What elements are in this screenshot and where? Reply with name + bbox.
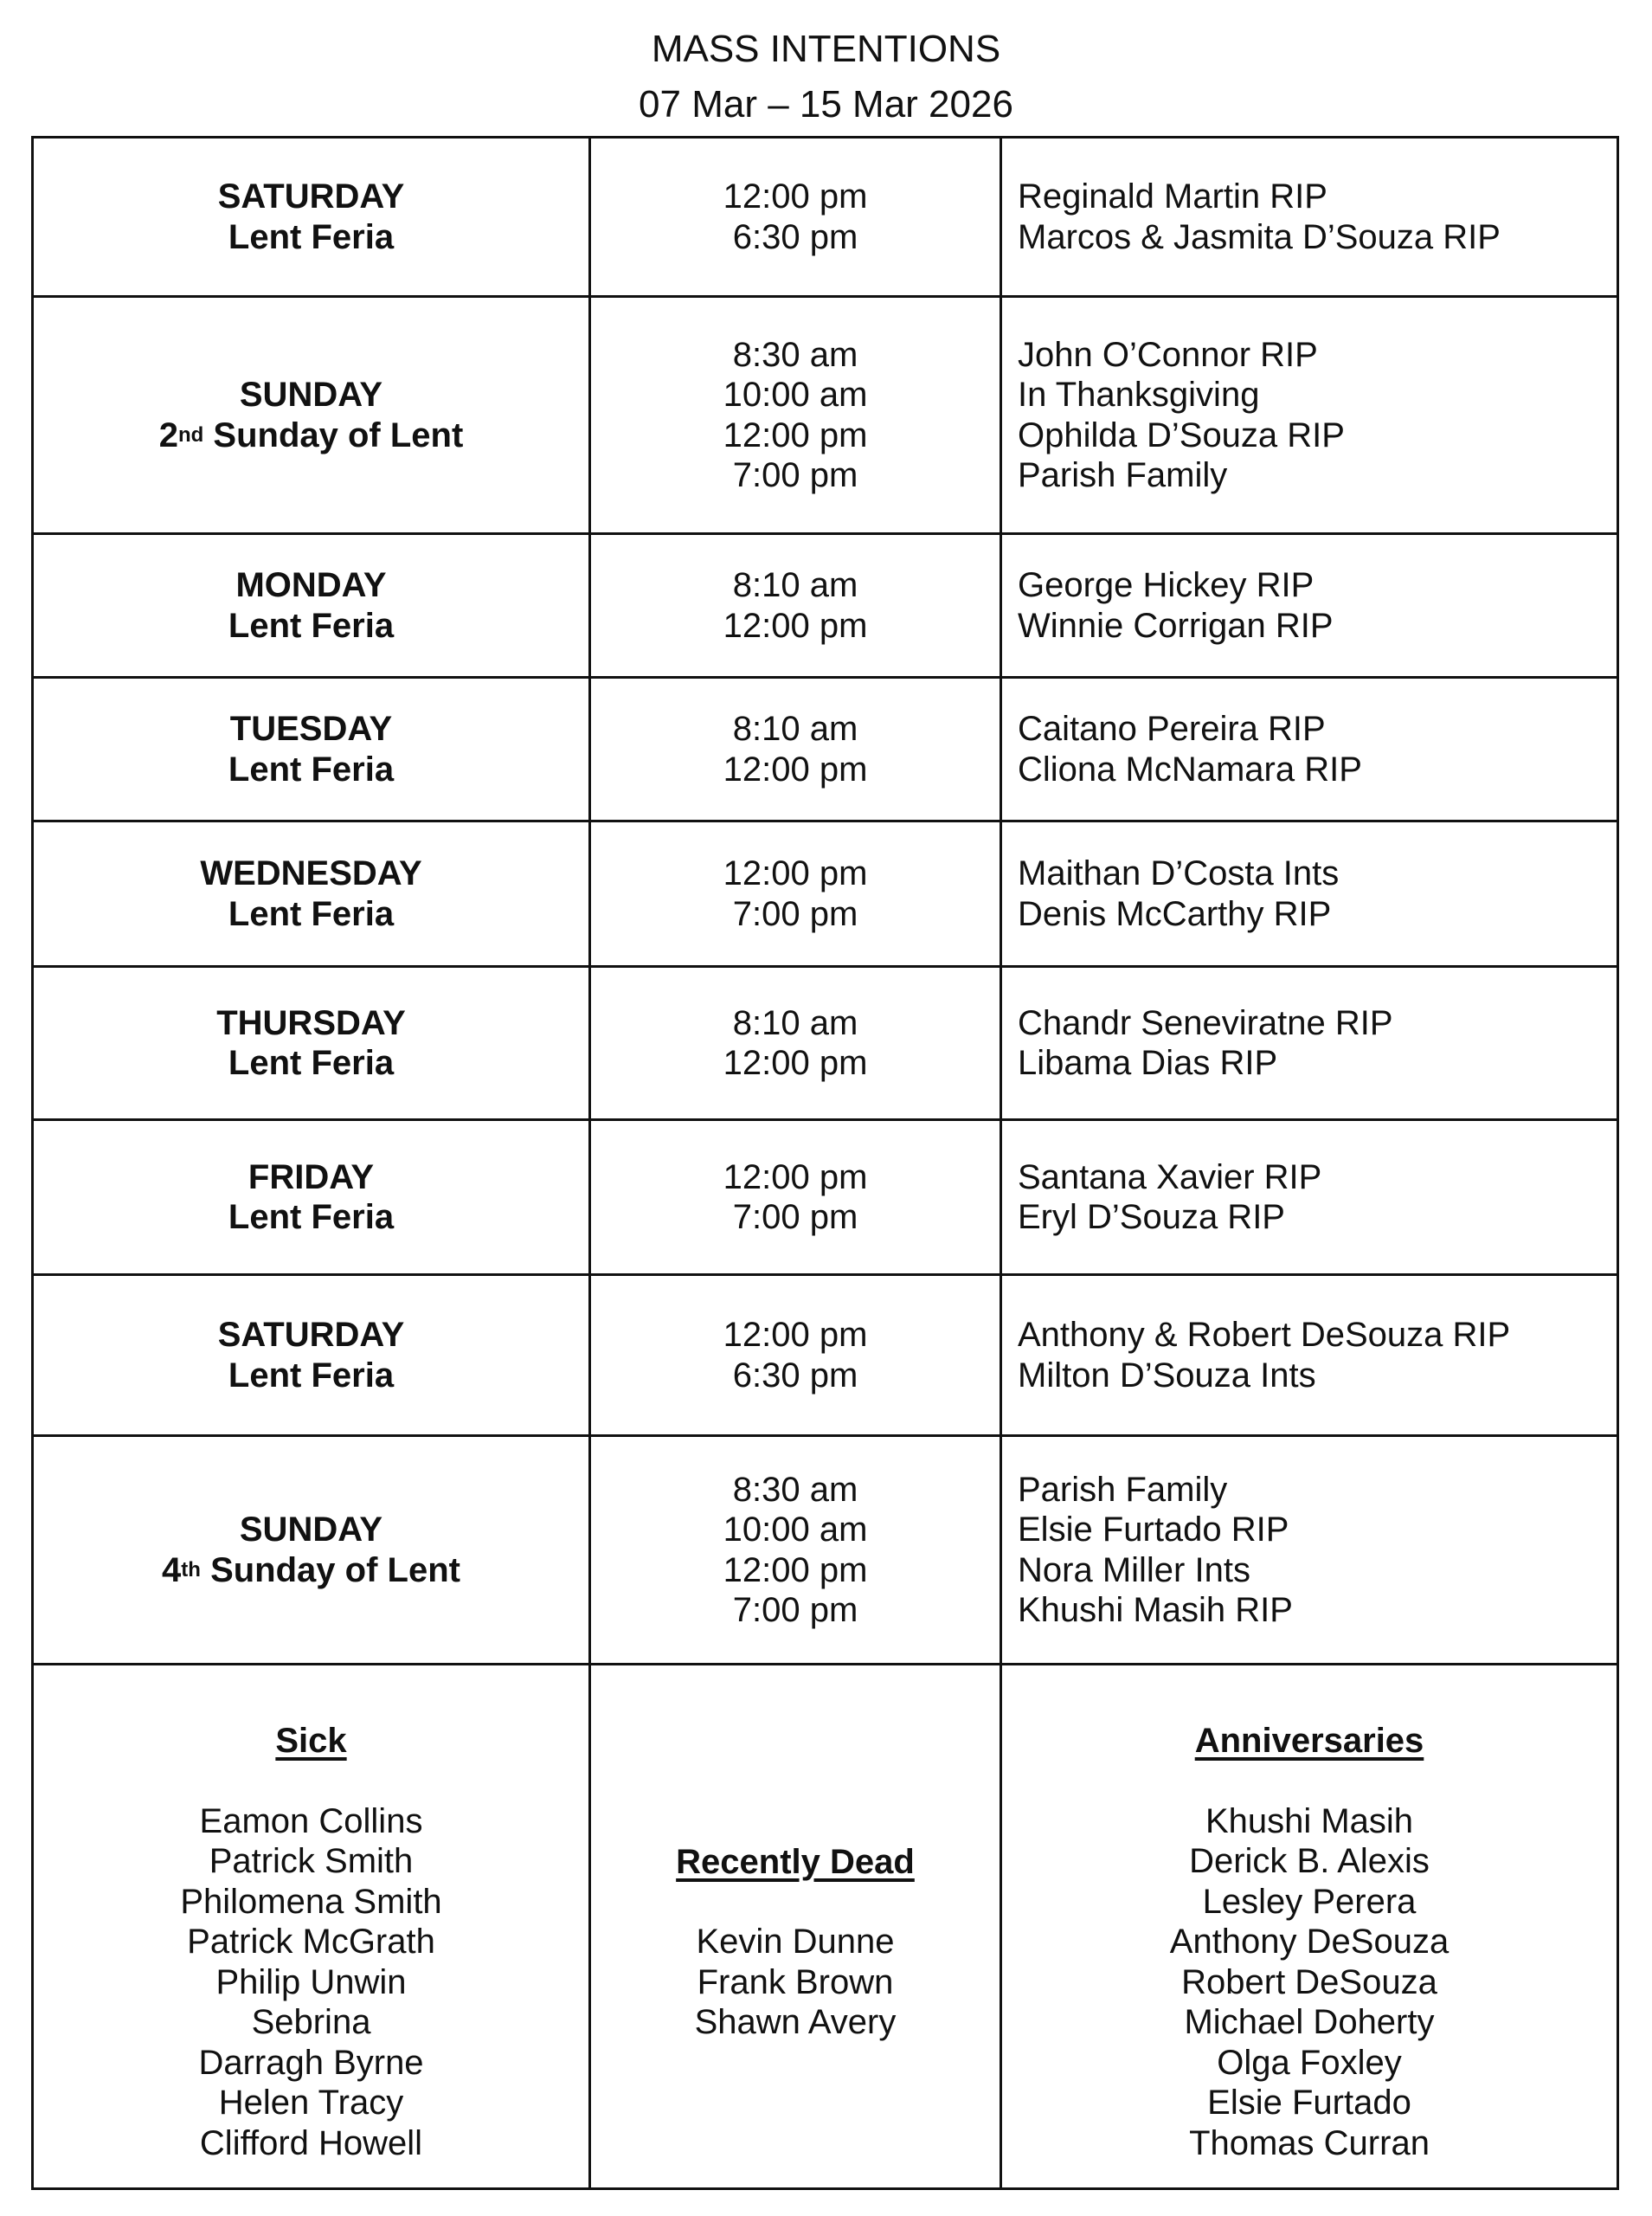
day-row bbox=[33, 821, 1618, 967]
list-item: Derick B. Alexis bbox=[1189, 1842, 1430, 1880]
intentions-cell bbox=[1001, 1275, 1618, 1436]
day-cell bbox=[33, 297, 590, 534]
anniversaries-list bbox=[1001, 1665, 1618, 2189]
list-item: Robert DeSouza bbox=[1181, 1962, 1437, 2001]
intention: Eryl D’Souza RIP bbox=[1018, 1198, 1285, 1236]
page-header bbox=[0, 22, 1652, 132]
mass-time: 8:10 am bbox=[732, 710, 858, 748]
mass-time: 7:00 pm bbox=[732, 1198, 858, 1236]
mass-time: 12:00 pm bbox=[723, 416, 868, 454]
intention: In Thanksgiving bbox=[1018, 376, 1260, 414]
intention: Parish Family bbox=[1018, 1470, 1228, 1509]
list-item: Sebrina bbox=[251, 2003, 371, 2041]
date-range: 07 Mar – 15 Mar 2026 bbox=[639, 83, 1013, 126]
day-name: SUNDAY bbox=[239, 1511, 383, 1549]
day-cell bbox=[33, 1275, 590, 1436]
day-row bbox=[33, 678, 1618, 821]
intention: Ophilda D’Souza RIP bbox=[1018, 416, 1345, 454]
mass-time: 12:00 pm bbox=[723, 177, 868, 216]
intention: Maithan D’Costa Ints bbox=[1018, 854, 1340, 892]
list-item: Frank Brown bbox=[697, 1962, 894, 2001]
intention: Elsie Furtado RIP bbox=[1018, 1511, 1289, 1549]
times-cell bbox=[590, 1120, 1001, 1275]
mass-time: 12:00 pm bbox=[723, 1316, 868, 1354]
intentions-cell bbox=[1001, 138, 1618, 297]
list-item: Khushi Masih bbox=[1205, 1801, 1414, 1840]
times-cell bbox=[590, 297, 1001, 534]
mass-time: 8:10 am bbox=[732, 1003, 858, 1042]
mass-time: 7:00 pm bbox=[732, 894, 858, 933]
intention: Libama Dias RIP bbox=[1018, 1044, 1278, 1082]
list-item: Thomas Curran bbox=[1189, 2123, 1430, 2162]
day-name: MONDAY bbox=[235, 566, 387, 604]
feast-rest: Sunday of Lent bbox=[203, 416, 464, 454]
feast-name bbox=[34, 1550, 588, 1591]
list-item: Clifford Howell bbox=[199, 2123, 423, 2162]
intention: George Hickey RIP bbox=[1018, 566, 1315, 604]
feast-name: Lent Feria bbox=[228, 217, 395, 256]
list-item: Philip Unwin bbox=[215, 1962, 407, 2001]
day-name: THURSDAY bbox=[216, 1003, 406, 1042]
day-row bbox=[33, 1275, 1618, 1436]
list-item: Patrick McGrath bbox=[187, 1923, 435, 1961]
feast-name: Lent Feria bbox=[228, 606, 395, 645]
mass-intentions-table bbox=[31, 136, 1619, 2190]
list-item: Kevin Dunne bbox=[696, 1923, 895, 1961]
times-cell bbox=[590, 678, 1001, 821]
feast-ordinal-suffix: nd bbox=[177, 422, 204, 447]
intention: Khushi Masih RIP bbox=[1018, 1591, 1293, 1629]
intentions-cell bbox=[1001, 297, 1618, 534]
intentions-cell bbox=[1001, 1436, 1618, 1665]
intention: Marcos & Jasmita D’Souza RIP bbox=[1018, 217, 1501, 256]
intention: Chandr Seneviratne RIP bbox=[1018, 1003, 1393, 1042]
intention: Santana Xavier RIP bbox=[1018, 1157, 1322, 1196]
day-row bbox=[33, 967, 1618, 1120]
mass-time: 12:00 pm bbox=[723, 750, 868, 789]
intention: Parish Family bbox=[1018, 456, 1228, 494]
list-item: Elsie Furtado bbox=[1207, 2084, 1411, 2122]
day-cell bbox=[33, 967, 590, 1120]
day-row bbox=[33, 138, 1618, 297]
intention: Denis McCarthy RIP bbox=[1018, 894, 1332, 933]
mass-time: 12:00 pm bbox=[723, 1157, 868, 1196]
sick-list bbox=[33, 1665, 590, 2189]
day-row bbox=[33, 1120, 1618, 1275]
feast-ordinal: 4 bbox=[162, 1550, 182, 1589]
day-cell bbox=[33, 1120, 590, 1275]
day-row bbox=[33, 297, 1618, 534]
intentions-cell bbox=[1001, 534, 1618, 678]
list-item: Eamon Collins bbox=[199, 1801, 423, 1840]
intention: Caitano Pereira RIP bbox=[1018, 710, 1326, 748]
day-name: FRIDAY bbox=[247, 1157, 375, 1196]
mass-time: 7:00 pm bbox=[732, 1591, 858, 1629]
intention: John O’Connor RIP bbox=[1018, 335, 1318, 374]
mass-time: 12:00 pm bbox=[723, 854, 868, 892]
day-name: TUESDAY bbox=[229, 710, 393, 748]
recently-dead-heading: Recently Dead bbox=[676, 1842, 915, 1881]
day-row bbox=[33, 534, 1618, 678]
feast-name bbox=[34, 416, 588, 456]
intentions-cell bbox=[1001, 678, 1618, 821]
feast-name: Lent Feria bbox=[228, 750, 395, 789]
mass-time: 8:30 am bbox=[732, 335, 858, 374]
mass-time: 8:30 am bbox=[732, 1470, 858, 1509]
day-name: SATURDAY bbox=[217, 177, 405, 216]
day-cell bbox=[33, 678, 590, 821]
mass-time: 8:10 am bbox=[732, 566, 858, 604]
times-cell bbox=[590, 534, 1001, 678]
intention: Milton D’Souza Ints bbox=[1018, 1356, 1316, 1395]
intentions-cell bbox=[1001, 967, 1618, 1120]
feast-ordinal: 2 bbox=[158, 416, 178, 454]
feast-name: Lent Feria bbox=[228, 894, 395, 933]
intention: Cliona McNamara RIP bbox=[1018, 750, 1362, 789]
times-cell bbox=[590, 138, 1001, 297]
times-cell bbox=[590, 1275, 1001, 1436]
list-item: Darragh Byrne bbox=[198, 2043, 424, 2082]
list-item: Shawn Avery bbox=[694, 2003, 897, 2041]
mass-time: 6:30 pm bbox=[732, 217, 858, 256]
page-title: MASS INTENTIONS bbox=[651, 28, 1001, 70]
mass-time: 12:00 pm bbox=[723, 606, 868, 645]
mass-time: 10:00 am bbox=[723, 1511, 868, 1549]
list-item: Anthony DeSouza bbox=[1169, 1923, 1450, 1961]
feast-ordinal-suffix: th bbox=[181, 1557, 201, 1581]
day-name: WEDNESDAY bbox=[200, 854, 422, 892]
feast-name: Lent Feria bbox=[228, 1198, 395, 1236]
feast-name: Lent Feria bbox=[228, 1044, 395, 1082]
intention: Anthony & Robert DeSouza RIP bbox=[1018, 1316, 1511, 1354]
list-item: Michael Doherty bbox=[1184, 2003, 1435, 2041]
mass-time: 7:00 pm bbox=[732, 456, 858, 494]
day-cell bbox=[33, 534, 590, 678]
mass-time: 12:00 pm bbox=[723, 1550, 868, 1589]
recently-dead-list bbox=[590, 1665, 1001, 2189]
day-cell bbox=[33, 138, 590, 297]
sick-heading: Sick bbox=[275, 1722, 347, 1760]
list-item: Olga Foxley bbox=[1217, 2043, 1402, 2082]
lists-row bbox=[33, 1665, 1618, 2189]
mass-time: 10:00 am bbox=[723, 376, 868, 414]
list-item: Patrick Smith bbox=[209, 1842, 414, 1880]
day-name: SATURDAY bbox=[217, 1316, 405, 1354]
list-item: Philomena Smith bbox=[180, 1882, 442, 1921]
feast-name: Lent Feria bbox=[228, 1356, 395, 1395]
times-cell bbox=[590, 967, 1001, 1120]
mass-time: 12:00 pm bbox=[723, 1044, 868, 1082]
times-cell bbox=[590, 821, 1001, 967]
intentions-cell bbox=[1001, 1120, 1618, 1275]
anniversaries-heading: Anniversaries bbox=[1194, 1722, 1424, 1760]
feast-rest: Sunday of Lent bbox=[200, 1550, 460, 1589]
mass-time: 6:30 pm bbox=[732, 1356, 858, 1395]
list-item: Helen Tracy bbox=[218, 2084, 404, 2122]
intention: Winnie Corrigan RIP bbox=[1018, 606, 1334, 645]
day-name: SUNDAY bbox=[239, 376, 383, 414]
times-cell bbox=[590, 1436, 1001, 1665]
intentions-cell bbox=[1001, 821, 1618, 967]
day-cell bbox=[33, 821, 590, 967]
intention: Nora Miller Ints bbox=[1018, 1550, 1250, 1589]
intention: Reginald Martin RIP bbox=[1018, 177, 1327, 216]
list-item: Lesley Perera bbox=[1202, 1882, 1417, 1921]
day-row bbox=[33, 1436, 1618, 1665]
day-cell bbox=[33, 1436, 590, 1665]
